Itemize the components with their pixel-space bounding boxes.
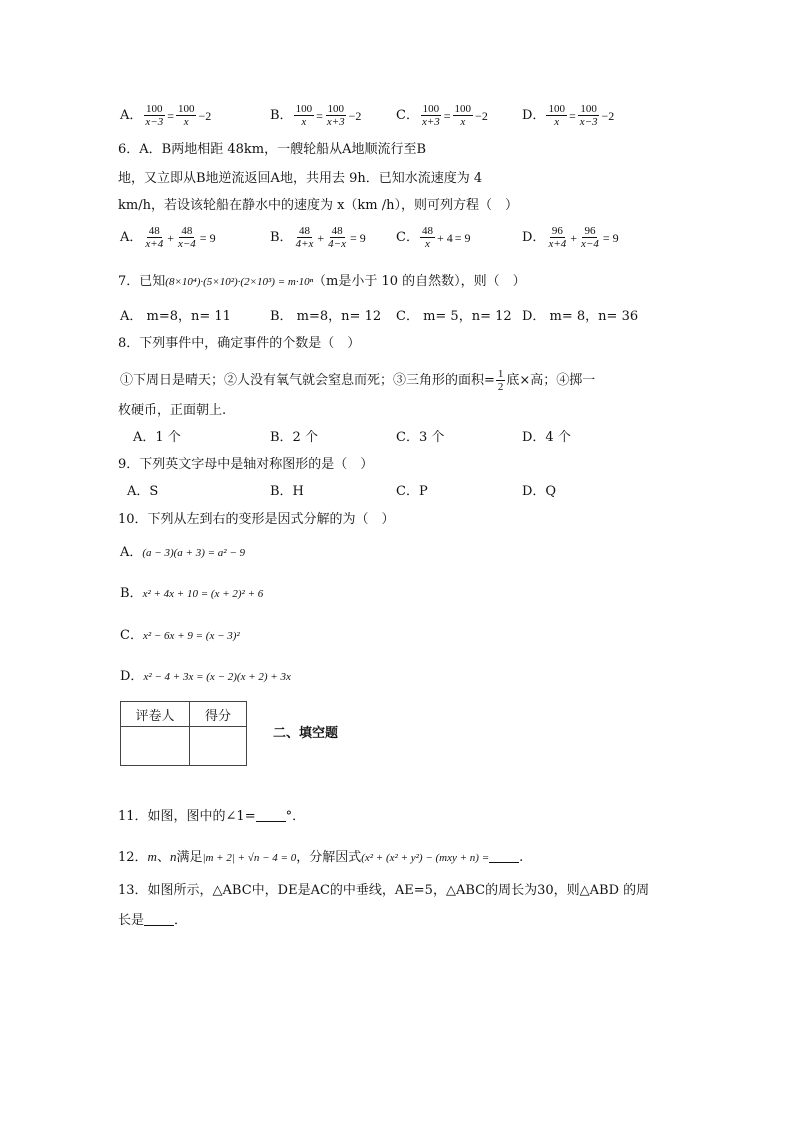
q9-option-d: D．Q bbox=[522, 484, 557, 499]
answer-blank[interactable] bbox=[489, 850, 519, 863]
grader-cell[interactable] bbox=[121, 727, 190, 766]
q8-line-3: 枚硬币，正面朝上. bbox=[118, 403, 227, 418]
fraction: $\frac{100}{x}$ bbox=[548, 103, 565, 128]
q6-option-d: D． $\frac{96}{x+4}$ + $\frac{96}{x-4}$ = 9 bbox=[522, 225, 619, 250]
q9-stem: 9．下列英文字母中是轴对称图形的是（ ） bbox=[118, 457, 374, 472]
q10-option-d: D．x² − 4 + 3x = (x − 2)(x + 2) + 3x bbox=[120, 669, 291, 684]
q7-stem: 7．已知(8×10⁴)·(5×10²)·(2×10³) = m·10ⁿ（m是小于 10 的自然数），则（ ） bbox=[118, 274, 526, 289]
fraction: $\frac{100}{x-3}$ bbox=[145, 103, 164, 128]
q7-option-c: C． m= 5，n= 12 bbox=[396, 309, 512, 324]
q8-stem: 8．下列事件中，确定事件的个数是（ ） bbox=[118, 336, 361, 351]
answer-blank[interactable] bbox=[256, 809, 286, 822]
fraction-half: $\frac{1}{2}$ bbox=[497, 368, 504, 393]
q6-option-a: A． $\frac{48}{x+4}$ + $\frac{48}{x-4}$ = 9 bbox=[120, 225, 216, 250]
q6-line-2: 地，又立即从B地逆流返回A地，共用去 9h．已知水流速度为 4 bbox=[118, 171, 483, 186]
fraction: $\frac{48}{4-x}$ bbox=[328, 225, 346, 250]
fraction: $\frac{100}{x}$ bbox=[177, 103, 195, 128]
q9-option-c: C．P bbox=[396, 484, 428, 499]
q5-option-a: A． $\frac{100}{x-3}$ = $\frac{100}{x}$ −2 bbox=[120, 103, 212, 128]
grader-header: 评卷人 bbox=[121, 702, 190, 727]
fraction: $\frac{48}{x}$ bbox=[421, 225, 433, 250]
q13-line-2: 长是 ． bbox=[118, 913, 188, 928]
fraction: $\frac{100}{x}$ bbox=[454, 103, 472, 128]
q11-stem: 11．如图，图中的∠1= °． bbox=[118, 809, 306, 824]
q12-expression: (x² + (x² + y²) − (mxy + n) = bbox=[361, 852, 490, 864]
q8-option-c: C．3 个 bbox=[396, 430, 445, 445]
q7-expression: (8×10⁴)·(5×10²)·(2×10³) = m·10ⁿ bbox=[165, 276, 314, 288]
q7-option-d: D． m= 8，n= 36 bbox=[522, 309, 639, 324]
q8-option-b: B．2 个 bbox=[270, 430, 318, 445]
fraction: $\frac{48}{4+x}$ bbox=[295, 225, 314, 250]
q10-option-b: B．x² + 4x + 10 = (x + 2)² + 6 bbox=[120, 586, 264, 601]
fraction: $\frac{100}{x-3}$ bbox=[579, 103, 598, 128]
q9-option-b: B．H bbox=[270, 484, 304, 499]
fraction: $\frac{100}{x+3}$ bbox=[326, 103, 345, 128]
q7-option-a: A． m=8，n= 11 bbox=[120, 309, 231, 324]
q6-line-3: km/h，若设该轮船在静水中的速度为 x（km /h），则可列方程（ ） bbox=[118, 198, 519, 213]
q6-line-1: 6．A．B两地相距 48km，一艘轮船从A地顺流行至B bbox=[118, 142, 427, 157]
q8-line-2: ①下周日是晴天；②人没有氧气就会窒息而死；③三角形的面积= $\frac{1}{2}$ 底×高；④掷一 bbox=[120, 368, 596, 393]
answer-blank[interactable] bbox=[144, 913, 174, 926]
q5-option-c: C． $\frac{100}{x+3}$ = $\frac{100}{x}$ −2 bbox=[396, 103, 488, 128]
fraction: $\frac{100}{x+3}$ bbox=[421, 103, 440, 128]
score-header: 得分 bbox=[190, 702, 247, 727]
q6-option-c: C． $\frac{48}{x}$ + 4 = 9 bbox=[396, 225, 471, 250]
q5-option-d: D． $\frac{100}{x}$ = $\frac{100}{x-3}$ −2 bbox=[522, 103, 615, 128]
fraction: $\frac{48}{x+4}$ bbox=[145, 225, 164, 250]
fraction: $\frac{96}{x-4}$ bbox=[581, 225, 599, 250]
q7-option-b: B． m=8，n= 12 bbox=[270, 309, 382, 324]
q5-option-b: B． $\frac{100}{x}$ = $\frac{100}{x+3}$ −2 bbox=[270, 103, 362, 128]
q10-option-c: C．x² − 6x + 9 = (x − 3)² bbox=[120, 628, 240, 643]
q12-condition: |m + 2| + √n − 4 = 0 bbox=[202, 852, 297, 864]
fraction: $\frac{100}{x}$ bbox=[295, 103, 313, 128]
q10-option-a: A．(a − 3)(a + 3) = a² − 9 bbox=[120, 545, 246, 560]
score-cell[interactable] bbox=[190, 727, 247, 766]
q8-option-a: A．1 个 bbox=[133, 430, 181, 445]
section-title: 二、填空题 bbox=[273, 726, 339, 741]
q10-stem: 10．下列从左到右的变形是因式分解的为（ ） bbox=[118, 512, 395, 527]
q8-option-d: D．4 个 bbox=[522, 430, 571, 445]
fraction: $\frac{48}{x-4}$ bbox=[177, 225, 196, 250]
q13-line-1: 13．如图所示，△ABC中，DE是AC的中垂线，AE=5，△ABC的周长为30，则△ABD 的周 bbox=[118, 883, 650, 898]
fraction: $\frac{96}{x+4}$ bbox=[548, 225, 567, 250]
score-table bbox=[120, 701, 247, 766]
q12-stem: 12．m、n满足|m + 2| + √n − 4 = 0，分解因式(x² + (x² + y²) − (mxy + n) = . bbox=[118, 849, 524, 865]
q9-option-a: A．S bbox=[127, 484, 159, 499]
q6-option-b: B． $\frac{48}{4+x}$ + $\frac{48}{4-x}$ = 9 bbox=[270, 225, 366, 250]
